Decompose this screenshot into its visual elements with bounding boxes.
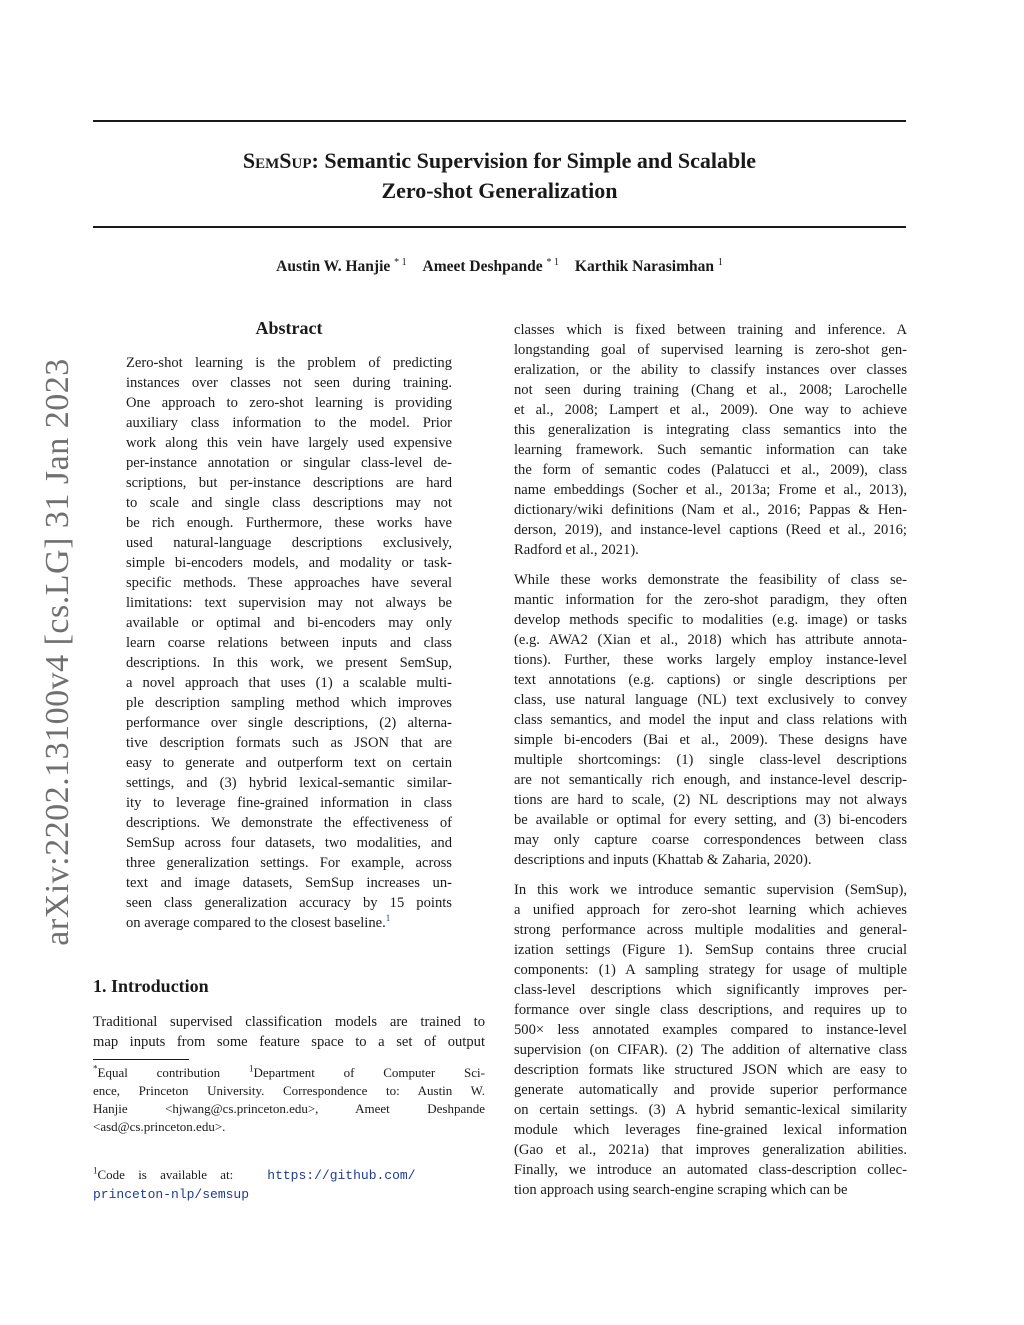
intro-line: derson, 2019), and instance-level captions (Reed et al., 2016; bbox=[514, 522, 907, 538]
abstract-footnote-marker[interactable]: 1 bbox=[385, 913, 391, 924]
abstract-line: per-instance annotation or singular class-level de- bbox=[126, 455, 452, 471]
intro-left-line: Traditional supervised classification models are trained to bbox=[93, 1014, 485, 1030]
intro-line: longstanding goal of supervised learning is zero-shot gen- bbox=[514, 342, 907, 358]
intro-right-paragraph-1 bbox=[514, 320, 907, 560]
intro-line: ization settings (Figure 1). SemSup contains three crucial bbox=[514, 942, 907, 958]
intro-line: Radford et al., 2021). bbox=[514, 542, 639, 558]
abstract-line: learn coarse relations between inputs and class bbox=[126, 635, 452, 651]
intro-left-line: map inputs from some feature space to a set of output bbox=[93, 1034, 485, 1050]
arxiv-stamp: arXiv:2202.13100v4 [cs.LG] 31 Jan 2023 bbox=[39, 358, 76, 946]
intro-line: While these works demonstrate the feasibility of class se- bbox=[514, 572, 907, 588]
intro-line: 500× less annotated examples compared to instance-level bbox=[514, 1022, 907, 1038]
abstract-line: limitations: text supervision may not always be bbox=[126, 595, 452, 611]
abstract-line: specific methods. These approaches have several bbox=[126, 575, 452, 591]
intro-line: descriptions and inputs (Khattab & Zaharia, 2020). bbox=[514, 852, 812, 868]
abstract-line: auxiliary class information to the model. Prior bbox=[126, 415, 452, 431]
footnote-rule bbox=[93, 1059, 189, 1060]
abstract-heading: Abstract bbox=[255, 318, 323, 338]
abstract-line: a novel approach that uses (1) a scalable multi- bbox=[126, 675, 452, 691]
intro-line: tions are hard to scale, (2) NL descriptions may not always bbox=[514, 792, 907, 808]
paper-title bbox=[93, 146, 906, 206]
intro-line: eralization, or the ability to classify instances over classes bbox=[514, 362, 907, 378]
intro-line: be available or optimal for every setting, and (3) bi-encoders bbox=[514, 812, 907, 828]
intro-line: text annotations (e.g. captions) or single descriptions per bbox=[514, 672, 907, 688]
intro-line: class, use natural language (NL) text exclusively to convey bbox=[514, 692, 907, 708]
footnote-code: $^1$Code is available at: https://github.com/ princeton-nlp/semsup bbox=[93, 1165, 416, 1202]
abstract-line: work along this vein have largely used expensive bbox=[126, 435, 452, 451]
abstract-line: to scale and single class descriptions may not bbox=[126, 495, 452, 511]
author-3: Karthik Narasimhan $^1$ bbox=[574, 256, 723, 275]
intro-line: may only capture coarse correspondences between class bbox=[514, 832, 907, 848]
intro-line: a unified approach for zero-shot learning which achieves bbox=[514, 902, 907, 918]
intro-line: classes which is fixed between training and inference. A bbox=[514, 322, 907, 338]
title-method-name: SemSup bbox=[242, 148, 312, 173]
title-bottom-rule bbox=[93, 226, 906, 228]
abstract-line: ity to leverage fine-grained information in class bbox=[126, 795, 452, 811]
abstract-line: used natural-language descriptions exclusively, bbox=[126, 535, 452, 551]
intro-line: In this work we introduce semantic supervision (SemSup), bbox=[514, 882, 907, 898]
section-heading-introduction: 1. Introduction bbox=[93, 976, 209, 996]
intro-line: et al., 2008; Lampert et al., 2009). One way to achieve bbox=[514, 402, 907, 418]
abstract-line: descriptions. In this work, we present SemSup, bbox=[126, 655, 452, 671]
intro-line: class semantics, and model the input and class relations with bbox=[514, 712, 907, 728]
intro-line: tions). Further, these works largely employ instance-level bbox=[514, 652, 907, 668]
abstract-line: One approach to zero-shot learning is providing bbox=[126, 395, 452, 411]
author-2: Ameet Deshpande $^{* 1}$ bbox=[422, 256, 560, 275]
code-link-part2[interactable]: princeton-nlp/semsup bbox=[93, 1187, 250, 1202]
intro-right-paragraph-3 bbox=[514, 880, 907, 1200]
intro-line: class-level descriptions which significantly improves per- bbox=[514, 982, 907, 998]
author-1: Austin W. Hanjie $^{* 1}$ bbox=[276, 256, 407, 275]
intro-line: components: (1) A sampling strategy for usage of multiple bbox=[514, 962, 907, 978]
intro-line: module which leverages fine-grained lexical information bbox=[514, 1122, 907, 1138]
abstract-line: scriptions, but per-instance descriptions are hard bbox=[126, 475, 452, 491]
abstract-line: tive description formats such as JSON that are bbox=[126, 735, 452, 751]
author-list bbox=[93, 258, 906, 276]
title-top-rule bbox=[93, 120, 906, 122]
intro-line: develop methods specific to modalities (e.g. image) or tasks bbox=[514, 612, 907, 628]
intro-line: supervision (on CIFAR). (2) The addition of alternative class bbox=[514, 1042, 907, 1058]
abstract-line: available or optimal and bi-encoders may only bbox=[126, 615, 452, 631]
intro-line: generate automatically and provide superior performance bbox=[514, 1082, 907, 1098]
intro-line: mantic information for the zero-shot paradigm, they often bbox=[514, 592, 907, 608]
code-link-part1[interactable]: https://github.com/ bbox=[267, 1168, 416, 1183]
intro-line: tion approach using search-engine scraping which can be bbox=[514, 1182, 848, 1198]
abstract-line: easy to generate and outperform text on certain bbox=[126, 755, 452, 771]
intro-line: dictionary/wiki definitions (Nam et al., 2016; Pappas & Hen- bbox=[514, 502, 907, 518]
abstract-line: three generalization settings. For example, across bbox=[126, 855, 452, 871]
intro-left-text bbox=[93, 1012, 485, 1052]
intro-line: formance over single class descriptions, and requires up to bbox=[514, 1002, 907, 1018]
abstract-line: instances over classes not seen during training. bbox=[126, 375, 452, 391]
intro-line: not seen during training (Chang et al., 2008; Larochelle bbox=[514, 382, 907, 398]
intro-right-paragraph-2 bbox=[514, 570, 907, 870]
footnote-affiliations: *Equal contribution $^1$Department of Computer Sci- ence, Princeton University. Correspondence to: Austin W. Hanjie <hjwang@cs.princeton.edu>, Ameet Deshpande <asd@cs.princeton.edu>. bbox=[93, 1063, 485, 1134]
abstract-line: simple bi-encoders models, and modality or task- bbox=[126, 555, 452, 571]
title-line1: : Semantic Supervision for Simple and Scalable bbox=[311, 148, 757, 173]
intro-line: multiple shortcomings: (1) single class-level descriptions bbox=[514, 752, 907, 768]
intro-line: (e.g. AWA2 (Xian et al., 2018) which has attribute annota- bbox=[514, 632, 907, 648]
intro-line: Finally, we introduce an automated class-description collec- bbox=[514, 1162, 907, 1178]
abstract-line: seen class generalization accuracy by 15 points bbox=[126, 895, 452, 911]
abstract-line: settings, and (3) hybrid lexical-semantic similar- bbox=[126, 775, 452, 791]
abstract-line: descriptions. We demonstrate the effectiveness of bbox=[126, 815, 452, 831]
intro-line: are not semantically rich enough, and instance-level descrip- bbox=[514, 772, 907, 788]
intro-line: name embeddings (Socher et al., 2013a; Frome et al., 2013), bbox=[514, 482, 907, 498]
abstract-line: text and image datasets, SemSup increases un- bbox=[126, 875, 452, 891]
intro-line: the form of semantic codes (Palatucci et al., 2009), class bbox=[514, 462, 907, 478]
intro-line: (Gao et al., 2021a) that improves generalization abilities. bbox=[514, 1142, 907, 1158]
abstract-body bbox=[126, 353, 452, 933]
intro-line: learning framework. Such semantic information can take bbox=[514, 442, 907, 458]
intro-line: strong performance across multiple modalities and general- bbox=[514, 922, 907, 938]
abstract-line: Zero-shot learning is the problem of predicting bbox=[126, 355, 452, 371]
intro-line: this generalization is integrating class semantics into the bbox=[514, 422, 907, 438]
abstract-line: ple description sampling method which improves bbox=[126, 695, 452, 711]
abstract-line: on average compared to the closest baseline.$^1$ bbox=[126, 913, 391, 931]
intro-line: description formats like structured JSON which are easy to bbox=[514, 1062, 907, 1078]
abstract-line: SemSup across four datasets, two modalities, and bbox=[126, 835, 452, 851]
abstract-line: be rich enough. Furthermore, these works have bbox=[126, 515, 452, 531]
title-line2: Zero-shot Generalization bbox=[381, 178, 618, 203]
intro-line: on certain settings. (3) A hybrid semantic-lexical similarity bbox=[514, 1102, 907, 1118]
intro-line: simple bi-encoders (Bai et al., 2009). These designs have bbox=[514, 732, 907, 748]
abstract-line: performance over single descriptions, (2) alterna- bbox=[126, 715, 452, 731]
